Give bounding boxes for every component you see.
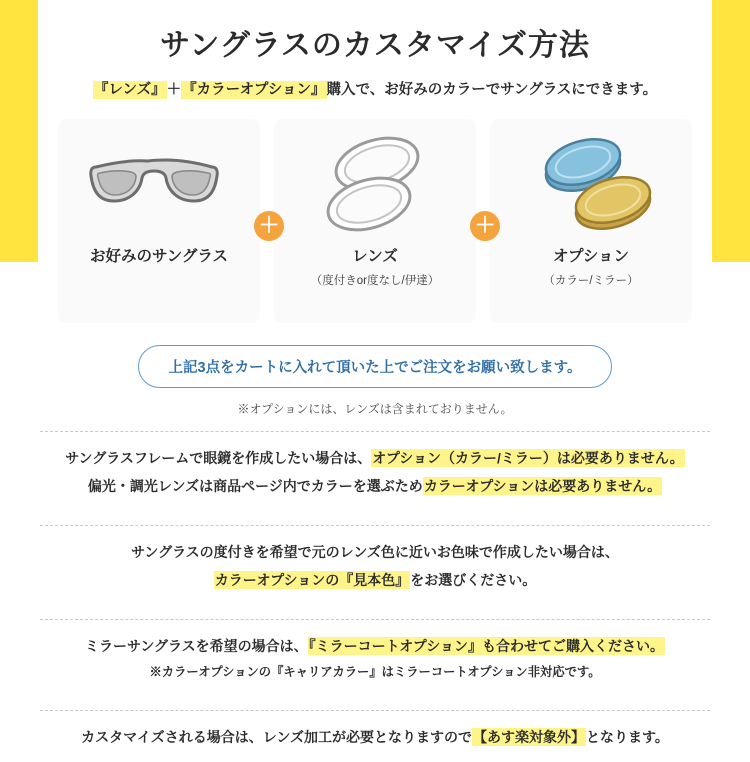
card-sublabel: （カラー/ミラー）	[543, 274, 639, 287]
note-text: をお選びください。	[410, 572, 537, 588]
order-instruction-pill: 上記3点をカートに入れて頂いた上でご注文をお願い致します。	[138, 345, 613, 388]
note-line	[20, 660, 730, 685]
note-text-highlight: オプション（カラー/ミラー）は必要ありません。	[372, 450, 684, 466]
card-label: オプション	[552, 248, 630, 265]
option-disclaimer: ※オプションには、レンズは含まれておりません。	[237, 402, 513, 416]
card-options	[490, 119, 692, 323]
note-block-2	[0, 526, 750, 605]
card-label: お好みのサングラス	[90, 248, 228, 265]
note-line	[20, 472, 730, 500]
card-sublabel: （度付きor度なし/伊達）	[310, 274, 440, 287]
note-text-highlight: カラーオプションは必要ありません。	[423, 478, 662, 494]
subtitle-part-plus: ＋	[166, 82, 182, 98]
note-block-1	[0, 432, 750, 511]
card-lenses	[274, 119, 476, 323]
color-discs-icon	[490, 119, 692, 247]
product-cards	[0, 119, 750, 323]
subtitle-part-tail: 購入で、お好みのカラーでサングラスにできます。	[326, 82, 658, 98]
note-text-highlight: カラーオプションの『見本色』	[214, 572, 410, 588]
note-text-highlight: 『ミラーコートオプション』も合わせてご購入ください。	[308, 638, 664, 654]
note-text: 偏光・調光レンズは商品ページ内でカラーを選ぶため	[87, 478, 423, 494]
card-label: レンズ	[352, 248, 398, 265]
subtitle-part-lens: 『レンズ』	[93, 82, 166, 98]
note-text-highlight: 【あす楽対象外】	[472, 728, 585, 745]
plus-icon-1: ＋	[254, 211, 284, 241]
note-text: ミラーサングラスを希望の場合は、	[85, 638, 308, 654]
subtitle-part-color-option: 『カラーオプション』	[182, 82, 326, 98]
note-line	[20, 632, 730, 660]
note-text: サングラスの度付きを希望で元のレンズ色に近いお色味で作成したい場合は、	[131, 544, 619, 560]
note-line	[20, 444, 730, 472]
note-line	[20, 538, 730, 566]
sunglasses-icon	[58, 119, 260, 247]
card-sunglasses	[58, 119, 260, 323]
page-subtitle	[0, 78, 750, 99]
page-title: サングラスのカスタマイズ方法	[159, 29, 591, 62]
lenses-icon	[274, 119, 476, 247]
callout-pill-wrap	[0, 345, 750, 388]
note-block-4	[0, 711, 750, 762]
note-text: ※カラーオプションの『キャリアカラー』はミラーコートオプション非対応です。	[149, 665, 601, 679]
plus-icon-2: ＋	[470, 211, 500, 241]
note-text: となります。	[585, 728, 669, 745]
note-line	[20, 723, 730, 751]
note-text: カスタマイズされる場合は、レンズ加工が必要となりますので	[81, 728, 472, 745]
note-text: サングラスフレームで眼鏡を作成したい場合は、	[65, 450, 372, 466]
note-block-3	[0, 620, 750, 696]
note-line	[20, 566, 730, 594]
